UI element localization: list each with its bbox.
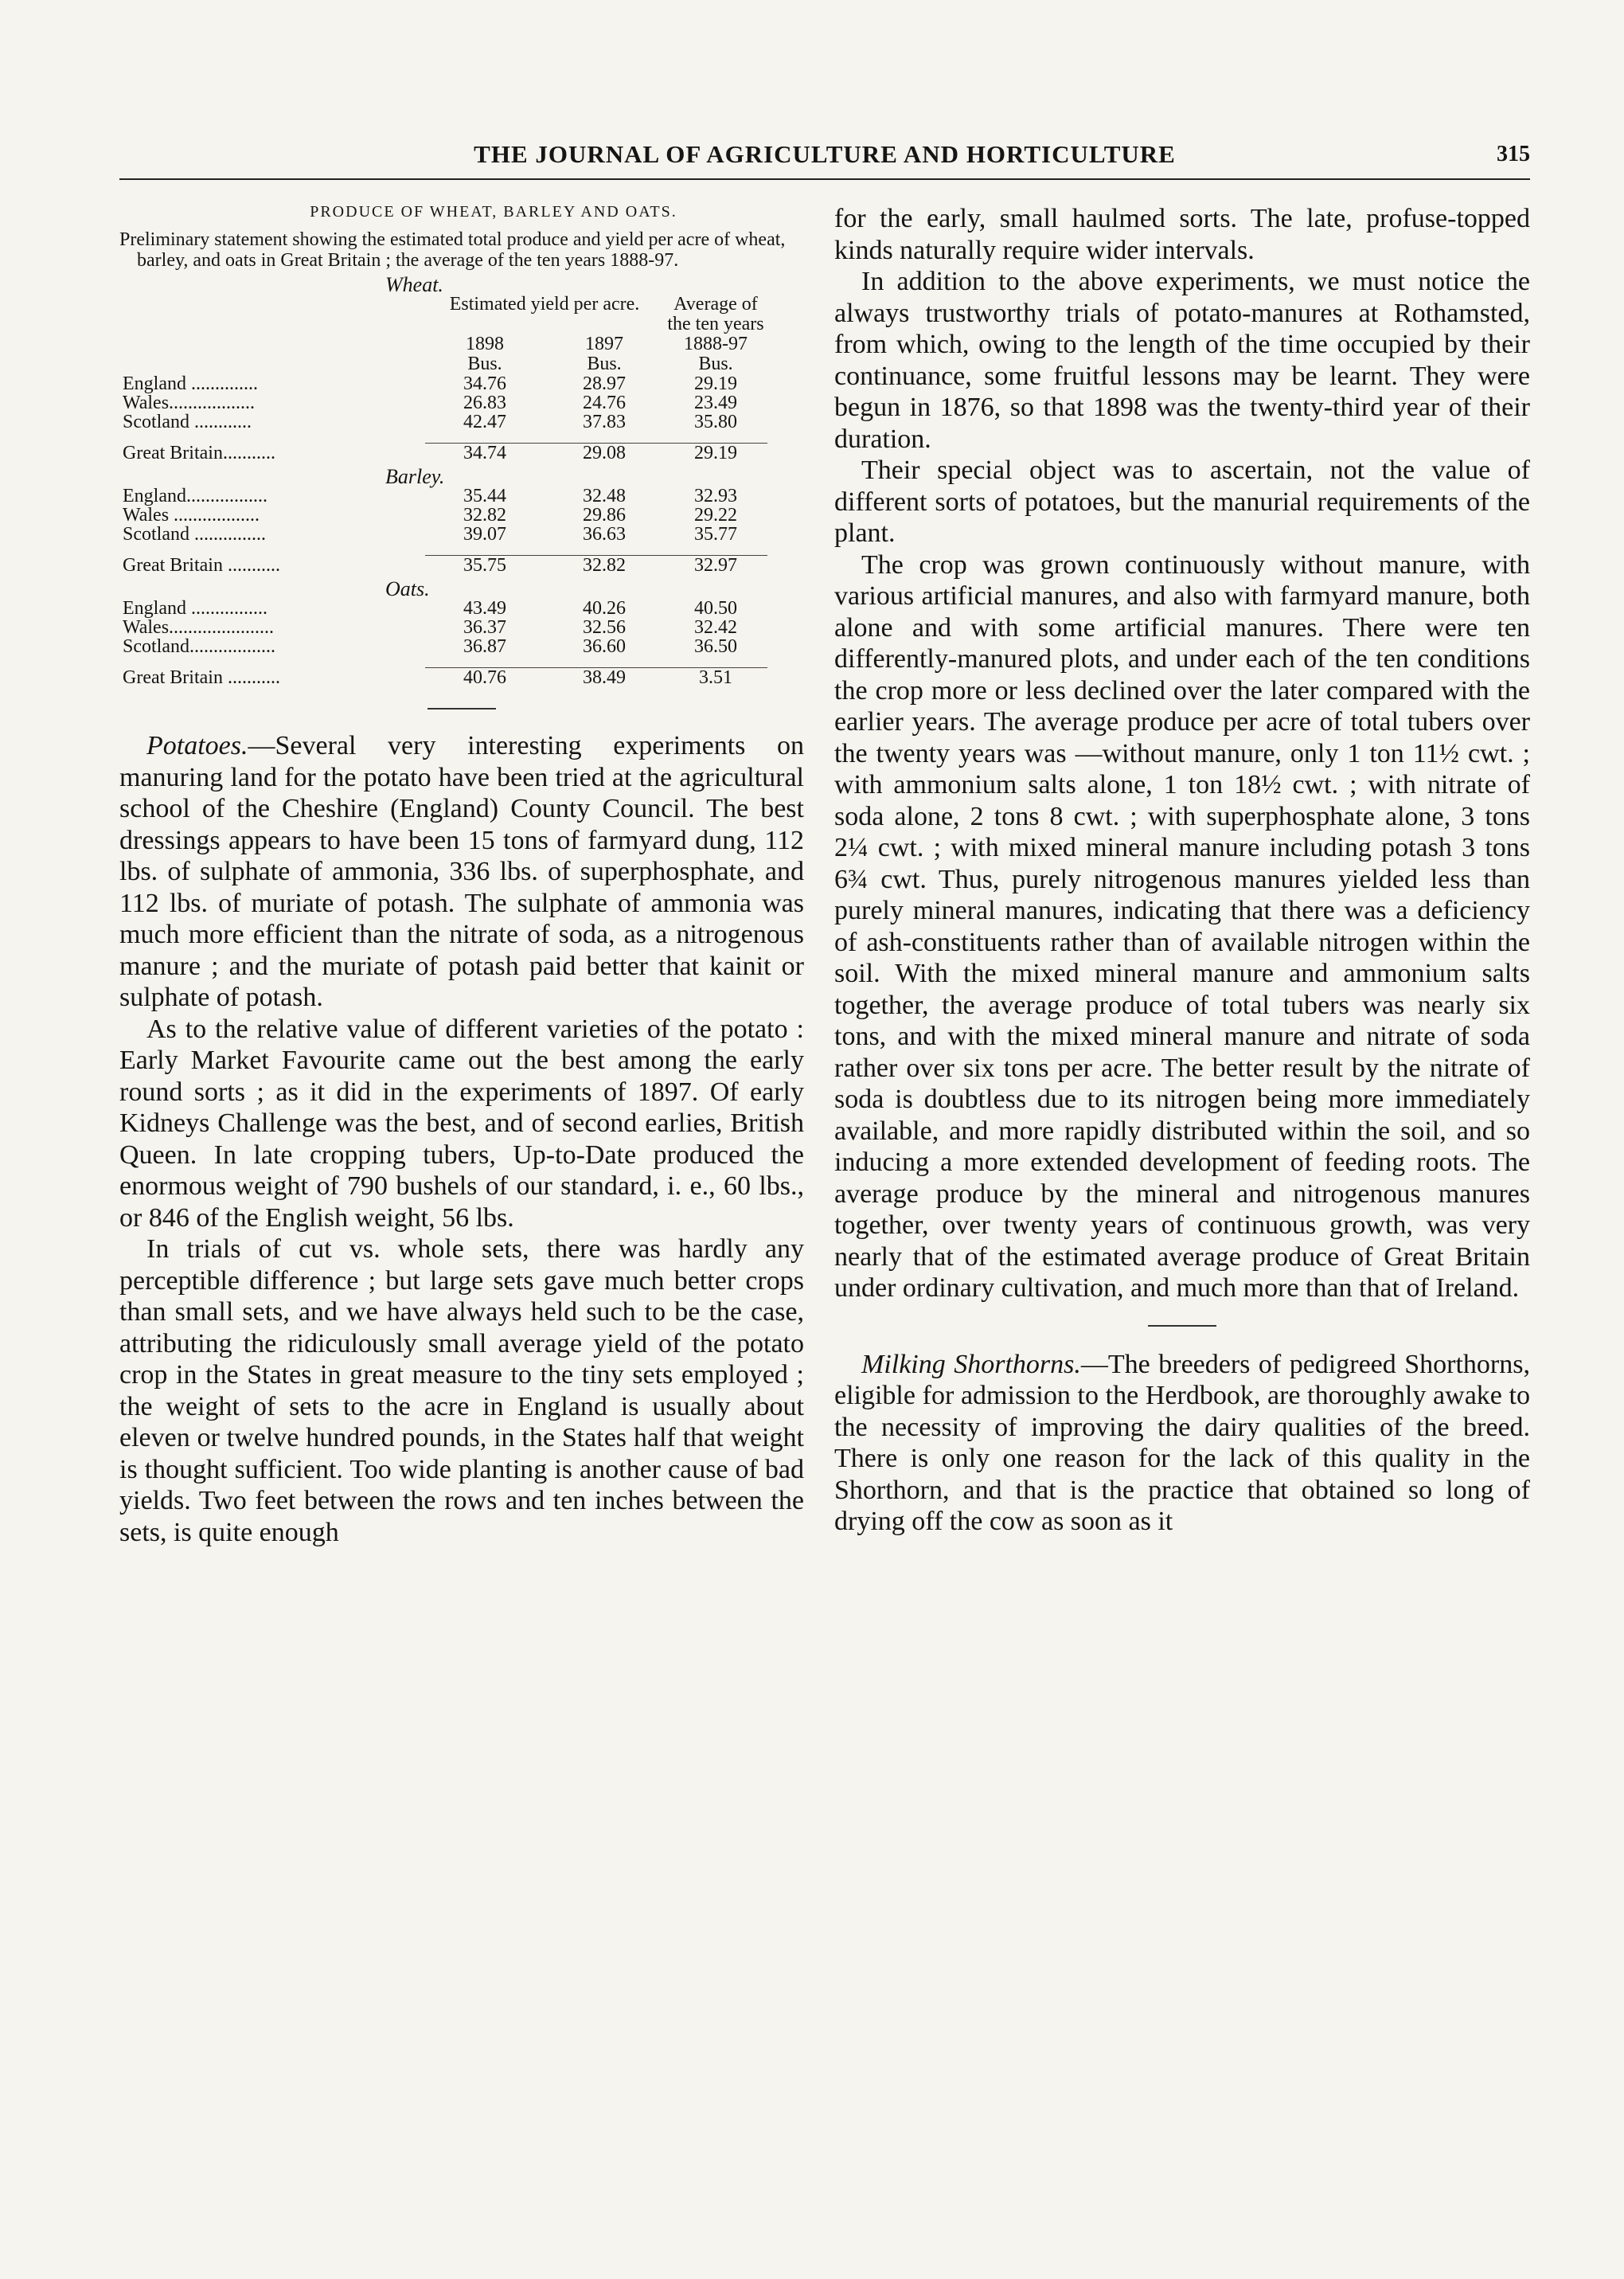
unit-header: Bus.: [698, 354, 733, 374]
section-title: Barley.: [385, 465, 445, 488]
running-title: THE JOURNAL OF AGRICULTURE AND HORTICULTURE: [474, 140, 1176, 168]
value-cell: 24.76: [583, 393, 626, 413]
section-divider: [427, 708, 496, 710]
year-header: 1897: [585, 334, 623, 354]
value-cell: 39.07: [463, 524, 506, 545]
table-description: Preliminary statement showing the estimated total produce and yield per acre of wheat, barley, and oats in Great Britain ; the average of the ten years 1888-97.: [119, 229, 786, 271]
table-cell: [123, 544, 767, 556]
table-cell: [123, 656, 767, 668]
row-label: Great Britain...........: [123, 442, 275, 463]
table-row: [123, 506, 767, 525]
table-row: [123, 393, 767, 412]
value-cell: 32.82: [545, 556, 664, 576]
value-cell: 35.44: [463, 486, 506, 506]
value-cell: 43.49: [463, 598, 506, 619]
column-header-average: Average of the ten years: [667, 294, 764, 334]
left-column: [119, 203, 804, 1548]
row-label: Scotland..................: [123, 636, 275, 657]
value-cell: 32.56: [583, 617, 626, 638]
paragraph: [119, 730, 804, 1014]
year-header: 1888-97: [684, 334, 748, 354]
table-cell: [123, 271, 767, 295]
value-cell: 36.50: [694, 636, 737, 657]
value-cell: 36.87: [463, 636, 506, 657]
row-label: Scotland ...............: [123, 524, 266, 545]
value-cell: 29.08: [545, 444, 664, 463]
value-cell: 40.50: [694, 598, 737, 619]
table-row: [123, 637, 767, 656]
value-cell: 38.49: [545, 668, 664, 688]
paragraph-text: —Several very interesting experiments on manuring land for the potato have been tried at the agricultural school of the Cheshire (England) County Council. The best dressings appears to have been 15 tons of farmyard dung, 112 lbs. of sulphate of ammonia, 336 lbs. of superphosphate, and 112 lbs. of muriate of potash. The sulphate of ammonia was much more efficient than the nitrate of soda, as a nitrogenous manure ; and the muriate of potash paid better that kainit or sulphate of potash.: [119, 731, 804, 1012]
value-cell: 29.19: [694, 373, 737, 394]
table-cell: [123, 354, 425, 374]
value-cell: 42.47: [463, 412, 506, 432]
table-row: [123, 525, 767, 544]
unit-header: Bus.: [587, 354, 622, 374]
value-cell: 32.48: [583, 486, 626, 506]
table-cell: [123, 463, 767, 487]
row-label: Wales......................: [123, 617, 275, 638]
table-cell: [123, 575, 767, 599]
value-cell: 32.97: [664, 556, 767, 576]
page-header: [119, 137, 1530, 180]
table-cell: [123, 295, 425, 334]
total-row: [123, 556, 767, 576]
paragraph: In addition to the above experiments, we must notice the always trustworthy trials of potato-manures at Rothamsted, from which, owing to the length of the time occupied by their continuance, some fruitful lessons may be learnt. They were begun in 1876, so that 1898 was the twenty-third year of their duration.: [834, 267, 1530, 454]
stats-table: [123, 271, 767, 687]
paragraph: As to the relative value of different varieties of the potato : Early Market Favourite came out the best among the early round sorts ; as it did in the experiments of 1897. Of early Kidneys Challenge was the best, and of second earlies, British Queen. In late cropping tubers, Up-to-Date produced the enormous weight of 790 bushels of our standard, i. e., 60 lbs., or 846 of the English weight, 56 lbs.: [119, 1014, 804, 1233]
table-cell: [123, 334, 425, 354]
potatoes-heading: Potatoes.: [146, 731, 248, 760]
value-cell: 23.49: [694, 393, 737, 413]
table-row: [123, 374, 767, 393]
value-cell: 29.22: [694, 505, 737, 526]
spacer-row: [123, 544, 767, 556]
value-cell: 35.75: [425, 556, 545, 576]
paragraph: Their special object was to ascertain, not the value of different sorts of potatoes, but the manurial requirements of the plant.: [834, 455, 1530, 548]
value-cell: 29.86: [583, 505, 626, 526]
unit-header-row: [123, 354, 767, 374]
row-label: Great Britain ...........: [123, 666, 280, 688]
year-header: 1898: [466, 334, 504, 354]
value-cell: 40.76: [425, 668, 545, 688]
value-cell: 34.74: [425, 444, 545, 463]
table-caption: PRODUCE OF WHEAT, BARLEY AND OATS.: [310, 203, 677, 221]
value-cell: 29.19: [664, 444, 767, 463]
unit-header: Bus.: [467, 354, 502, 374]
table-row: [123, 618, 767, 637]
section-divider: [1148, 1325, 1216, 1327]
paragraph: for the early, small haulmed sorts. The late, profuse-topped kinds naturally require wider intervals.: [834, 204, 1530, 265]
value-cell: 37.83: [583, 412, 626, 432]
paragraph: [834, 1349, 1530, 1538]
table-cell: [123, 432, 767, 444]
column-header-estimated-yield: Estimated yield per acre.: [449, 294, 640, 315]
row-label: Wales..................: [123, 393, 256, 413]
value-cell: 36.37: [463, 617, 506, 638]
row-label: Great Britain ...........: [123, 554, 280, 576]
total-row: [123, 444, 767, 463]
section-title: Wheat.: [385, 273, 443, 296]
row-label: England.................: [123, 486, 267, 506]
value-cell: 35.77: [694, 524, 737, 545]
row-label: England ..............: [123, 373, 258, 394]
row-label: Scotland ............: [123, 412, 252, 432]
potatoes-article: [119, 730, 804, 1548]
spacer-row: [123, 656, 767, 668]
spacer-row: [123, 432, 767, 444]
section-title: Oats.: [385, 577, 430, 600]
value-cell: 32.93: [694, 486, 737, 506]
value-cell: 36.60: [583, 636, 626, 657]
paragraph: The crop was grown continuously without manure, with various artificial manures, and also with farmyard manure, both alone and with some artificial manures. There were ten differently-manured plots, and under each of the ten conditions the crop more or less declined over the later compared with the earlier years. The average produce per acre of total tubers over the twenty years was —without manure, only 1 ton 11½ cwt. ; with ammonium salts alone, 1 ton 18½ cwt. ; with nitrate of soda alone, 2 tons 8 cwt. ; with superphosphate alone, 3 tons 2¼ cwt. ; with mixed mineral manure including potash 3 tons 6¾ cwt. Thus, purely nitrogenous manures yielded less than purely mineral manures, indicating that there was a deficiency of ash-constituents rather than of available nitrogen within the soil. With the mixed mineral manure and ammonium salts together, the average produce of total tubers was nearly six tons, and with the mixed mineral manure and nitrate of soda rather over six tons per acre. The better result by the nitrate of soda is doubtless due to its nitrogen being more immediately available, and more rapidly distributed within the soil, and so inducing a more extended development of feeding roots. The average produce by the mineral and nitrogenous manures together, over twenty years of continuous growth, was very nearly that of the estimated average produce of Great Britain under ordinary cultivation, and much more than that of Ireland.: [834, 549, 1530, 1303]
section-title-row: [123, 463, 767, 487]
section-title-row: [123, 575, 767, 599]
value-cell: 28.97: [583, 373, 626, 394]
value-cell: 32.42: [694, 617, 737, 638]
milking-shorthorns-heading: Milking Shorthorns.: [861, 1349, 1081, 1379]
table-row: [123, 599, 767, 618]
paragraph-text: —The breeders of pedigreed Shorthorns, eligible for admission to the Herdbook, are thoroughly awake to the necessity of improving the dairy qualities of the breed. There is only one reason for the lack of this quality in the Shorthorn, and that is the practice that obtained so long of drying off the cow as soon as it: [834, 1349, 1530, 1536]
year-header-row: [123, 334, 767, 354]
value-cell: 34.76: [463, 373, 506, 394]
value-cell: 35.80: [694, 412, 737, 432]
table-row: [123, 412, 767, 432]
paragraph: In trials of cut vs. whole sets, there was hardly any perceptible difference ; but large sets gave much better crops than small sets, and we have always held such to be the case, attributing the ridiculously small average yield of the potato crop in the States in great measure to the tiny sets employed ; the weight of sets to the acre in England is usually about eleven or twelve hundred pounds, in the States half that weight is thought sufficient. Too wide planting is another cause of bad yields. Two feet between the rows and ten inches between the sets, is quite enough: [119, 1234, 804, 1547]
value-cell: 40.26: [583, 598, 626, 619]
produce-table: [119, 271, 804, 687]
value-cell: 32.82: [463, 505, 506, 526]
value-cell: 3.51: [664, 668, 767, 688]
right-column: [834, 203, 1530, 1538]
table-row: [123, 487, 767, 506]
row-label: Wales ..................: [123, 505, 260, 526]
section-title-row: [123, 271, 767, 295]
row-label: England ................: [123, 598, 267, 619]
value-cell: 26.83: [463, 393, 506, 413]
total-row: [123, 668, 767, 688]
value-cell: 36.63: [583, 524, 626, 545]
page-number: 315: [1497, 142, 1530, 166]
column-header-row: [123, 295, 767, 334]
